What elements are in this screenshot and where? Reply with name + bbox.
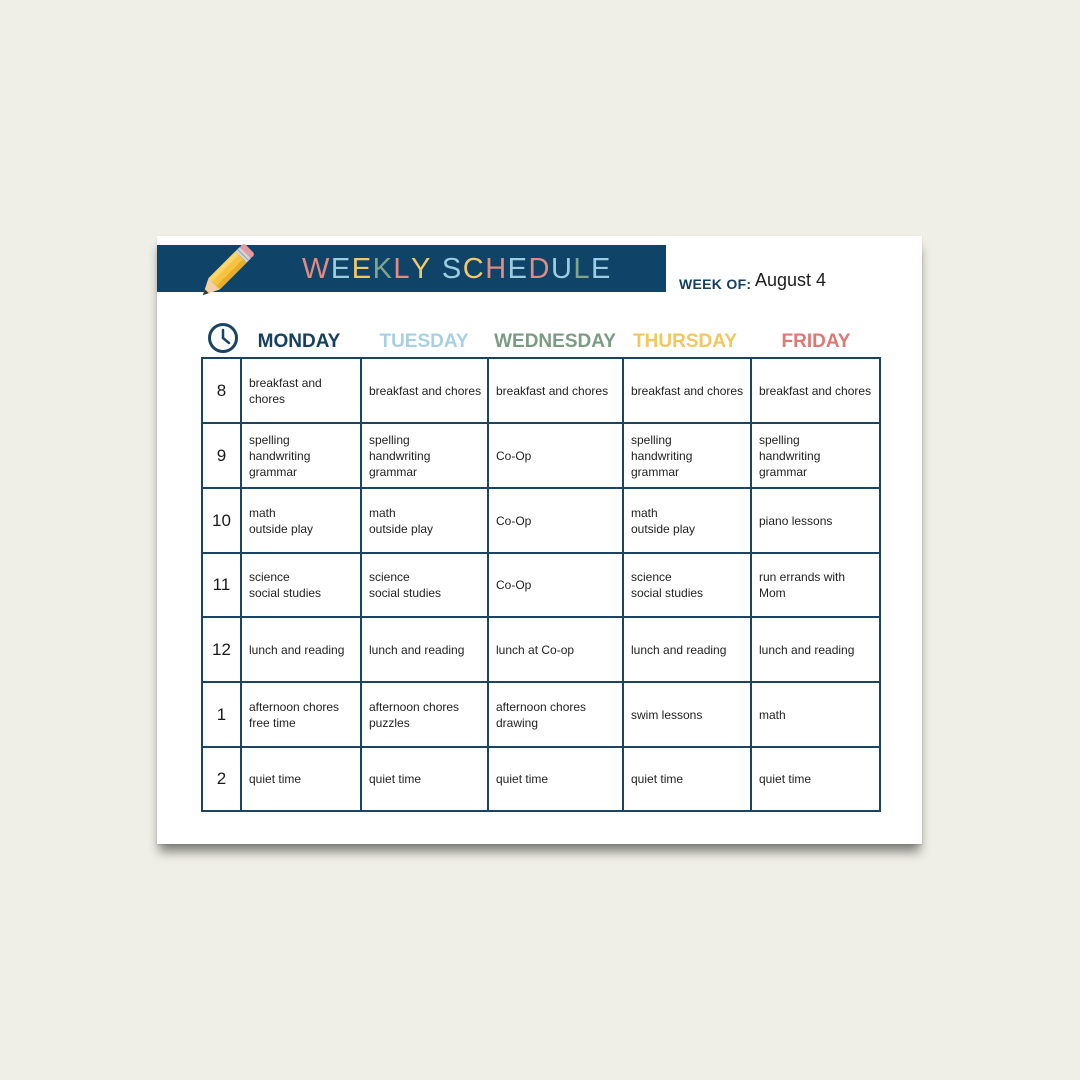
- activity-text: afternoon chores: [496, 699, 587, 714]
- schedule-cell: [623, 488, 751, 553]
- activity-text: handwriting: [249, 448, 311, 463]
- table-row: [202, 423, 880, 488]
- activity-text: lunch and reading: [249, 642, 345, 657]
- activity-text: outside play: [369, 521, 434, 536]
- schedule-cell: [361, 358, 488, 423]
- activity-text: lunch and reading: [759, 642, 855, 657]
- schedule-sheet: [157, 236, 922, 844]
- activity-text: Co-Op: [496, 578, 532, 592]
- activity-text: handwriting: [369, 448, 431, 463]
- activity-text: lunch and reading: [369, 642, 465, 657]
- schedule-cell: [361, 682, 488, 747]
- pencil-icon: [193, 242, 255, 306]
- schedule-cell: [623, 682, 751, 747]
- schedule-cell: [241, 747, 361, 811]
- table-row: [202, 553, 880, 617]
- title-letter: L: [573, 253, 592, 285]
- schedule-cell: [488, 617, 623, 682]
- activity-text: social studies: [369, 586, 442, 600]
- activity-text: math: [759, 707, 786, 722]
- activity-text: swim lessons: [631, 707, 703, 722]
- schedule-cell: [241, 553, 361, 617]
- schedule-title: [302, 245, 612, 292]
- week-of-label: WEEK OF:: [679, 276, 752, 292]
- title-letter: E: [330, 253, 352, 285]
- week-of-value: August 4: [755, 270, 827, 290]
- activity-text: outside play: [631, 521, 696, 536]
- title-letter: D: [528, 253, 551, 285]
- schedule-cell: [241, 617, 361, 682]
- activity-text: science: [369, 570, 410, 584]
- activity-text: grammar: [631, 464, 680, 479]
- schedule-cell: [361, 617, 488, 682]
- title-letter: E: [507, 253, 529, 285]
- schedule-cell: [751, 682, 880, 747]
- activity-text: quiet time: [496, 772, 549, 786]
- schedule-cell: [241, 423, 361, 488]
- table-row: [202, 488, 880, 553]
- activity-text: lunch at Co-op: [496, 642, 575, 657]
- activity-text: breakfast and chores: [496, 383, 609, 398]
- title-letter: U: [550, 253, 574, 285]
- schedule-cell: [241, 358, 361, 423]
- activity-text: grammar: [249, 464, 298, 479]
- title-letter: Y: [411, 253, 432, 285]
- day-header-friday: FRIDAY: [781, 331, 851, 352]
- schedule-cell: [361, 553, 488, 617]
- activity-text: math: [249, 505, 276, 520]
- day-header-monday: MONDAY: [257, 331, 341, 352]
- day-header-tuesday: TUESDAY: [379, 331, 469, 352]
- schedule-cell: [751, 553, 880, 617]
- schedule-cell: [488, 358, 623, 423]
- time-cell: 1: [202, 682, 241, 747]
- title-letter: E: [351, 253, 373, 285]
- title-letter: W: [302, 253, 331, 285]
- activity-text: free time: [249, 715, 296, 730]
- table-row: [202, 358, 880, 423]
- activity-text: drawing: [496, 715, 539, 730]
- schedule-cell: [623, 423, 751, 488]
- schedule-cell: [751, 488, 880, 553]
- activity-text: spelling: [759, 432, 800, 447]
- time-cell: 11: [202, 553, 241, 617]
- activity-text: social studies: [249, 586, 322, 600]
- activity-text: handwriting: [631, 448, 693, 463]
- activity-text: grammar: [369, 464, 418, 479]
- activity-text: lunch and reading: [631, 642, 727, 657]
- schedule-cell: [488, 488, 623, 553]
- title-letter: C: [462, 253, 486, 285]
- activity-text: social studies: [631, 586, 704, 600]
- activity-text: science: [631, 570, 672, 584]
- activity-text: Co-Op: [496, 513, 532, 528]
- activity-text: quiet time: [631, 772, 684, 786]
- activity-text: breakfast and chores: [759, 383, 872, 398]
- day-header-wednesday: WEDNESDAY: [494, 331, 616, 352]
- activity-text: science: [249, 570, 290, 584]
- activity-text: spelling: [631, 432, 672, 447]
- activity-text: afternoon chores: [369, 699, 460, 714]
- schedule-cell: [241, 488, 361, 553]
- title-letter: L: [393, 253, 412, 285]
- activity-text: math: [631, 505, 658, 520]
- schedule-cell: [361, 747, 488, 811]
- activity-text: spelling: [249, 432, 290, 447]
- schedule-cell: [751, 358, 880, 423]
- title-letter: H: [485, 253, 508, 285]
- activity-text: quiet time: [369, 772, 422, 786]
- schedule-cell: [623, 747, 751, 811]
- time-cell: 9: [202, 423, 241, 488]
- activity-text: breakfast and chores: [631, 383, 744, 398]
- day-header-thursday: THURSDAY: [633, 331, 737, 352]
- title-letter: E: [591, 253, 612, 285]
- activity-text: spelling: [369, 432, 410, 447]
- activity-text: piano lessons: [759, 513, 833, 528]
- title-letter: S: [441, 253, 463, 285]
- table-row: [202, 617, 880, 682]
- schedule-cell: [241, 682, 361, 747]
- activity-text: quiet time: [759, 772, 812, 786]
- activity-text: quiet time: [249, 772, 302, 786]
- schedule-cell: [361, 423, 488, 488]
- activity-text: afternoon chores: [249, 699, 340, 714]
- schedule-cell: [623, 553, 751, 617]
- schedule-table: [201, 357, 881, 812]
- table-row: [202, 682, 880, 747]
- schedule-cell: [488, 553, 623, 617]
- activity-text: puzzles: [369, 715, 410, 730]
- schedule-cell: [751, 617, 880, 682]
- time-cell: 2: [202, 747, 241, 811]
- activity-text: grammar: [759, 464, 808, 479]
- activity-text: run errands with Mom: [759, 570, 846, 600]
- time-cell: 12: [202, 617, 241, 682]
- schedule-cell: [488, 423, 623, 488]
- schedule-cell: [623, 358, 751, 423]
- activity-text: Co-Op: [496, 448, 532, 463]
- schedule-cell: [751, 423, 880, 488]
- schedule-cell: [488, 682, 623, 747]
- schedule-cell: [751, 747, 880, 811]
- activity-text: math: [369, 505, 396, 520]
- schedule-cell: [361, 488, 488, 553]
- schedule-cell: [623, 617, 751, 682]
- activity-text: breakfast and chores: [249, 375, 322, 406]
- activity-text: outside play: [249, 521, 314, 536]
- schedule-cell: [488, 747, 623, 811]
- time-cell: 8: [202, 358, 241, 423]
- title-letter: K: [372, 253, 394, 285]
- activity-text: handwriting: [759, 448, 821, 463]
- table-row: [202, 747, 880, 811]
- time-cell: 10: [202, 488, 241, 553]
- activity-text: breakfast and chores: [369, 383, 482, 398]
